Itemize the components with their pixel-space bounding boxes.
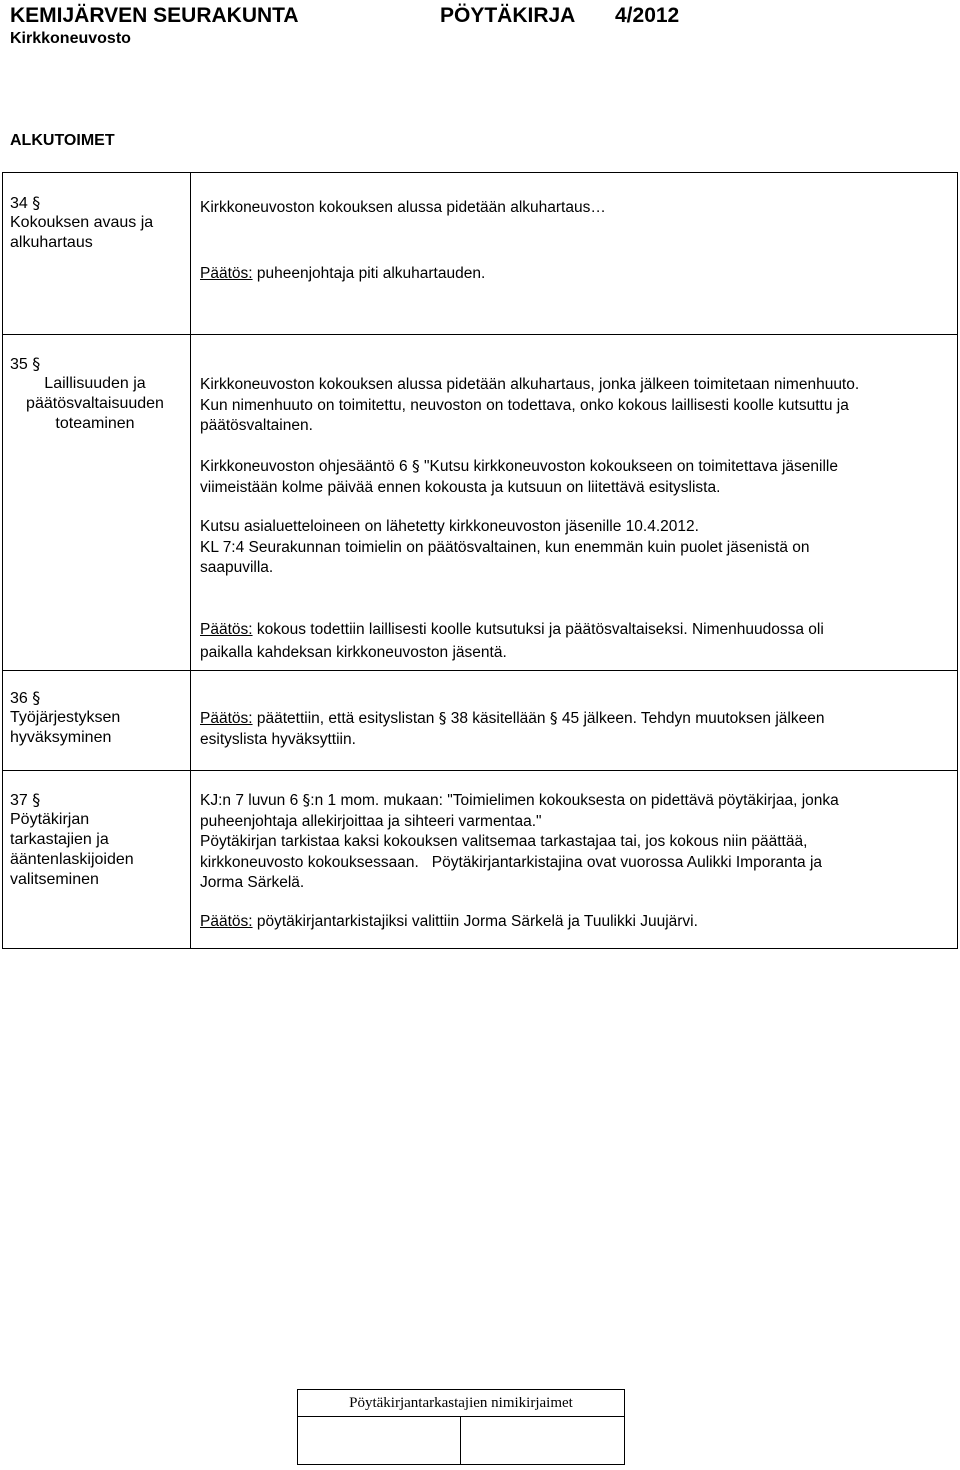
- rule-top: [2, 172, 958, 173]
- rule-35: [2, 334, 958, 335]
- item-34-text: Kirkkoneuvoston kokouksen alussa pidetään alkuhartaus…: [200, 199, 606, 216]
- item-34-title: Kokouksen avaus ja alkuhartaus: [10, 214, 154, 251]
- item-34-decision: Päätös: puheenjohtaja piti alkuhartauden.: [200, 265, 486, 282]
- item-34-number: 34 §: [10, 193, 41, 212]
- item-37-text: KJ:n 7 luvun 6 §:n 1 mom. mukaan: "Toimielimen kokouksesta on pidettävä pöytäkirjaa, jonka puheenjohtaja allekirjoittaa ja sihteeri varmentaa." Pöytäkirjan tarkistaa kaksi kokouksen valitsemaa tarkastajaa tai, jos kokous niin päättää, kirkkoneuvosto kokouksessaan. Pöytäkirjantarkistajina ovat vuorossa Aulikki Imporanta ja Jorma Särkelä.: [200, 791, 839, 891]
- item-36-title: Työjärjestyksen hyväksyminen: [10, 709, 121, 746]
- item-35-number: 35 §: [10, 354, 41, 373]
- border-right: [957, 172, 958, 949]
- item-35-paragraph-2: Kirkkoneuvoston ohjesääntö 6 § "Kutsu kirkkoneuvoston kokoukseen on toimitettava jäsenille viimeistään kolme päivää ennen kokousta ja kutsuun on liitettävä esityslista.: [200, 457, 838, 496]
- column-divider: [190, 172, 191, 949]
- document-number: 4/2012: [615, 4, 680, 27]
- section-heading: ALKUTOIMET: [10, 132, 115, 149]
- item-35-decision: Päätös: kokous todettiin laillisesti koolle kutsutuksi ja päätösvaltaiseksi. Nimenhuudossa oli paikalla kahdeksan kirkkoneuvoston jäsentä.: [200, 621, 824, 661]
- rule-bottom: [2, 948, 958, 949]
- rule-36: [2, 670, 958, 671]
- document-type: PÖYTÄKIRJA: [440, 4, 576, 27]
- signature-box-divider: [460, 1416, 461, 1464]
- item-35-title: Laillisuuden ja päätösvaltaisuuden toteaminen: [26, 375, 164, 432]
- organization-name: KEMIJÄRVEN SEURAKUNTA: [10, 4, 299, 27]
- item-36-number: 36 §: [10, 688, 41, 707]
- governing-body: Kirkkoneuvosto: [10, 30, 131, 47]
- signature-box: [297, 1389, 625, 1465]
- item-37-title: Pöytäkirjan tarkastajien ja ääntenlaskijoiden valitseminen: [10, 811, 134, 888]
- item-36-decision: Päätös: päätettiin, että esityslistan § 38 käsitellään § 45 jälkeen. Tehdyn muutoksen jälkeen esityslista hyväksyttiin.: [200, 709, 825, 748]
- border-left: [2, 172, 3, 949]
- signature-box-rule: [298, 1416, 624, 1417]
- signature-box-title: Pöytäkirjantarkastajien nimikirjaimet: [349, 1395, 573, 1411]
- item-37-number: 37 §: [10, 790, 41, 809]
- item-35-paragraph-3: Kutsu asialuetteloineen on lähetetty kirkkoneuvoston jäsenille 10.4.2012. KL 7:4 Seurakunnan toimielin on päätösvaltainen, kun enemmän kuin puolet jäsenistä on saapuvilla.: [200, 518, 810, 576]
- item-35-paragraph-1: Kirkkoneuvoston kokouksen alussa pidetään alkuhartaus, jonka jälkeen toimitetaan nimenhuuto. Kun nimenhuuto on toimitettu, neuvoston on todettava, onko kokous laillisesti koolle kutsuttu ja päätösvaltainen.: [200, 376, 860, 434]
- rule-37: [2, 770, 958, 771]
- item-37-decision: Päätös: pöytäkirjantarkistajiksi valittiin Jorma Särkelä ja Tuulikki Juujärvi.: [200, 913, 698, 930]
